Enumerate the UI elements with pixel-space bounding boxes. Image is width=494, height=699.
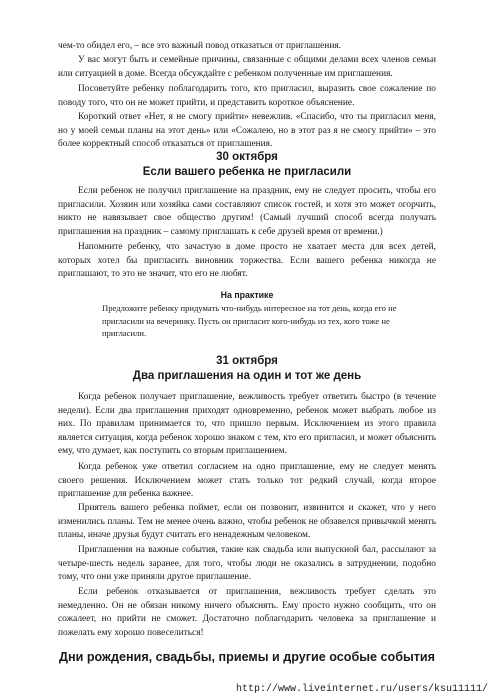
section-title: Дни рождения, свадьбы, приемы и другие особые события [59, 650, 435, 664]
paragraph: Напомните ребенку, что зачастую в доме просто не хватает места для всех детей, которых хотел бы пригласить виновник торжества. Если вашего ребенка никогда не приглашают, то это не значит, что его не любят. [58, 242, 436, 280]
paragraph: чем-то обидел его, – все это важный повод отказаться от приглашения. [58, 41, 341, 51]
practice-heading: На практике [220, 290, 274, 300]
section-date: 30 октября [216, 151, 278, 163]
section-date: 31 октября [216, 355, 278, 367]
paragraph: Приглашения на важные события, такие как свадьба или выпускной бал, рассылают за четыре-шесть недель заранее, для того, чтобы люди не оказались в затруднении, подобно тому, что они уже приняли другое приглашение. [58, 545, 436, 583]
section-title: Если вашего ребенка не пригласили [142, 166, 352, 178]
paragraph: Когда ребенок уже ответил согласием на одно приглашение, ему не следует менять своего решения. Исключением может стать только тот редкий случай, когда второе приглашение для ребенка важнее. [58, 462, 436, 500]
paragraph: Если ребенок отказывается от приглашения, вежливость требует сделать это немедленно. Он не обязан никому ничего объяснять. Ему просто нужно сообщить, что он сожалеет, но прийти не сможет. Достаточно поблагодарить человека за приглашение и пожелать ему хорошо повеселиться! [58, 587, 436, 638]
paragraph: Посоветуйте ребенку поблагодарить того, кто пригласил, выразить свое сожаление по поводу того, что он не может прийти, и представить короткое объяснение. [58, 84, 436, 108]
source-url: http://www.liveinternet.ru/users/ksu11111/ [235, 684, 488, 695]
section-title: Два приглашения на один и тот же день [132, 370, 362, 382]
paragraph: Короткий ответ «Нет, я не смогу прийти» невежлив. «Спасибо, что ты пригласил меня, но у моей семьи планы на этот день» или «Сожалею, но в этот раз я не смогу прийти» – это более корректный способ отказаться от приглашения. [58, 112, 436, 150]
paragraph: Когда ребенок получает приглашение, вежливость требует ответить быстро (в течение недели). Если два приглашения приходят одновременно, ребенок может выбрать любое из них. По правилам принимается то, что пришло первым. Исключением из этого правила является ситуация, когда ребенок хорошо знаком с тем, кто его пригласил, и может объяснить ему, что думает, как поступить со вторым приглашением. [58, 392, 436, 457]
paragraph: Приятель вашего ребенка поймет, если он позвонит, извинится и скажет, что у него изменились планы. Тем не менее очень важно, чтобы ребенок не обзавелся привычкой менять планы, иначе друзья будут считать его ненадежным человеком. [58, 503, 436, 541]
paragraph: У вас могут быть и семейные причины, связанные с общими делами всех членов семьи или ситуацией в доме. Всегда обсуждайте с ребенком полученные им приглашения. [58, 55, 436, 79]
practice-text: Предложите ребенку придумать что-нибудь интересное на тот день, когда его не пригласили на вечеринку. Пусть он пригласит кого-нибудь из тех, кого тоже не пригласили. [102, 303, 397, 339]
paragraph: Если ребенок не получил приглашение на праздник, ему не следует просить, чтобы его пригласили. Хозяин или хозяйка сами составляют список гостей, и хотя это может огорчить, никто не навязывает свое общество другим! (Самый лучший способ всегда получать приглашения на праздник – самому приглашать к себе друзей время от времени.) [58, 186, 436, 237]
